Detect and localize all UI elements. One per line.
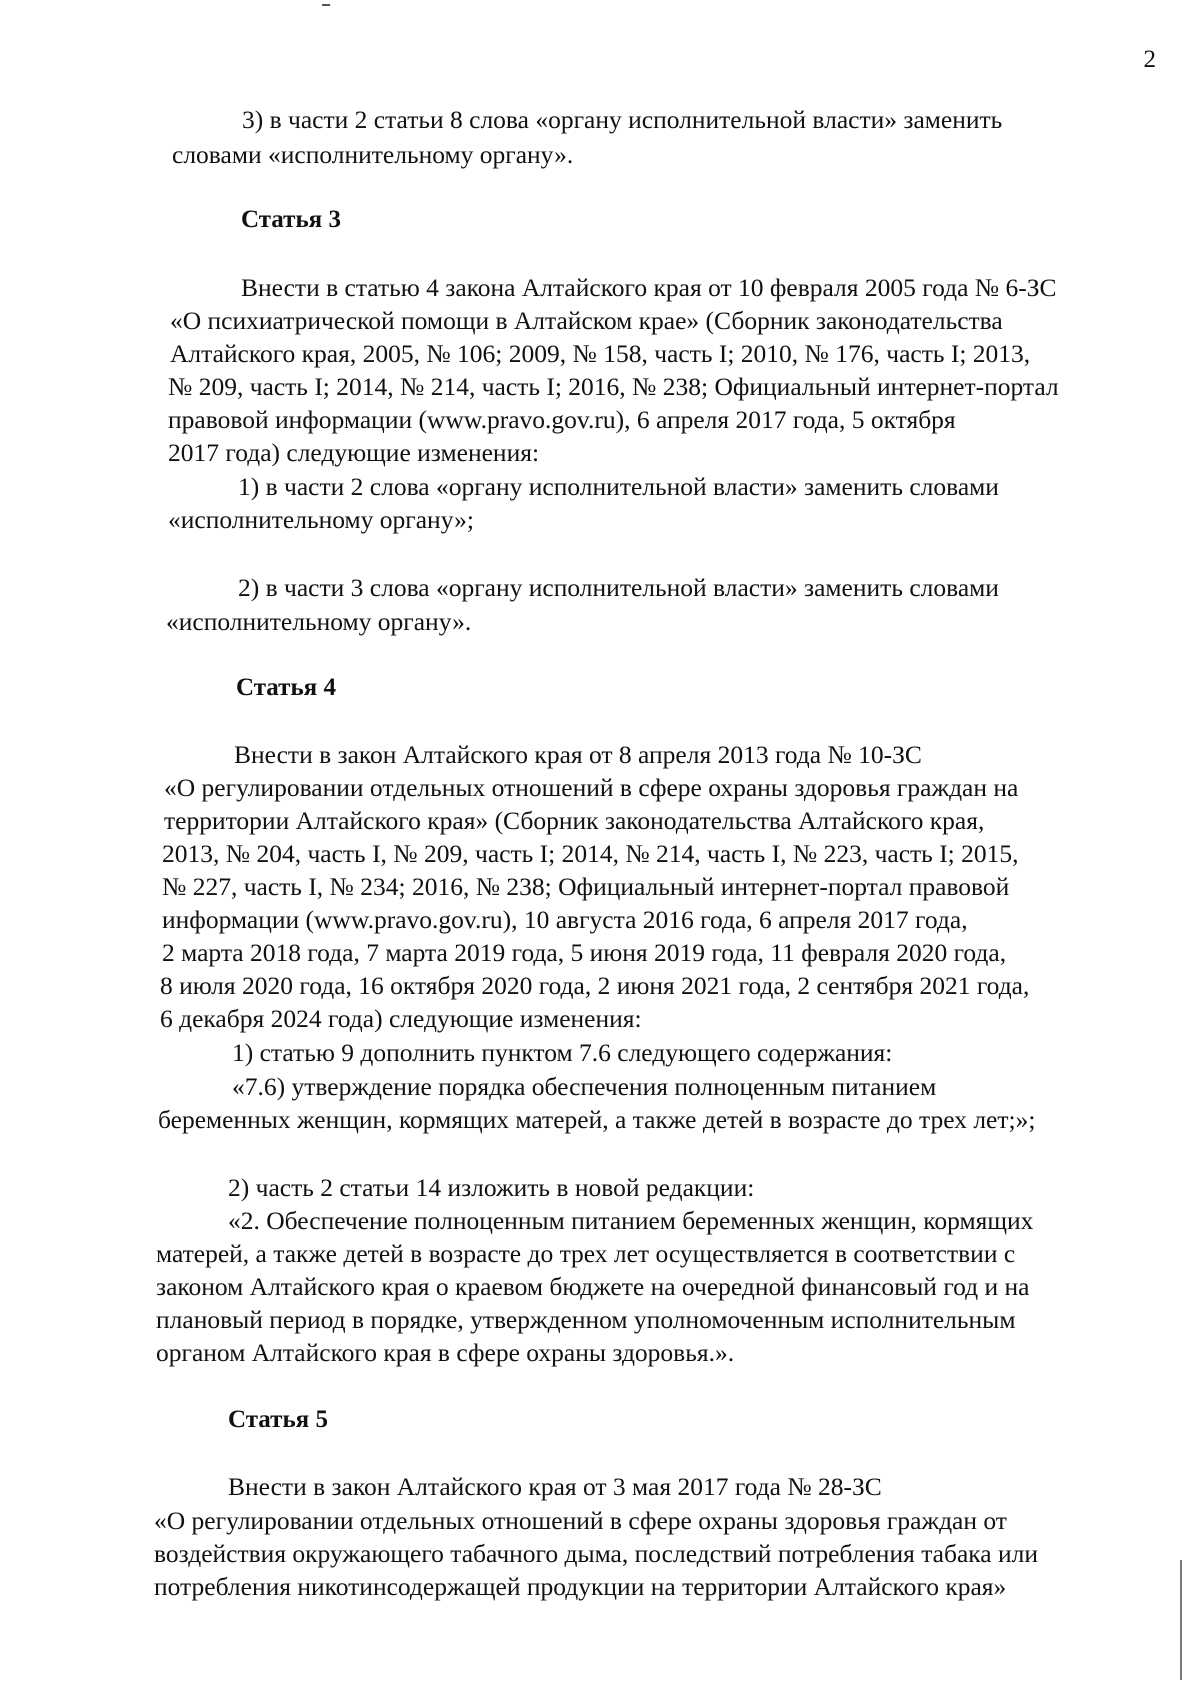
text-line: 1) статью 9 дополнить пунктом 7.6 следующего содержания: [232, 1038, 893, 1067]
scan-mark [322, 4, 330, 6]
text-line: Внести в закон Алтайского края от 8 апреля 2013 года № 10-ЗС [234, 740, 922, 769]
text-line: 2013, № 204, часть I, № 209, часть I; 2014, № 214, часть I, № 223, часть I; 2015, [162, 839, 1019, 868]
text-line: законом Алтайского края о краевом бюджете на очередной финансовый год и на [156, 1272, 1030, 1301]
scan-mark [1180, 1560, 1182, 1680]
text-line: «исполнительному органу». [166, 607, 472, 636]
page-number: 2 [1143, 46, 1156, 73]
text-line: 8 июля 2020 года, 16 октября 2020 года, 2 июня 2021 года, 2 сентября 2021 года, [160, 971, 1030, 1000]
text-line: 1) в части 2 слова «органу исполнительной власти» заменить словами [238, 472, 999, 501]
text-line: 2) часть 2 статьи 14 изложить в новой редакции: [228, 1173, 755, 1202]
text-line: 2 марта 2018 года, 7 марта 2019 года, 5 июня 2019 года, 11 февраля 2020 года, [162, 938, 1007, 967]
text-line: «исполнительному органу»; [168, 505, 474, 534]
text-line: 3) в части 2 статьи 8 слова «органу исполнительной власти» заменить [242, 105, 1003, 134]
text-line: № 227, часть I, № 234; 2016, № 238; Официальный интернет-портал правовой [162, 872, 1010, 901]
text-line: 2) в части 3 слова «органу исполнительной власти» заменить словами [238, 573, 999, 602]
text-line: Внести в закон Алтайского края от 3 мая 2017 года № 28-ЗС [228, 1472, 882, 1501]
text-line: «О регулировании отдельных отношений в сфере охраны здоровья граждан на [164, 773, 1019, 802]
text-line: территории Алтайского края» (Сборник законодательства Алтайского края, [164, 806, 985, 835]
text-line: правовой информации (www.pravo.gov.ru), 6 апреля 2017 года, 5 октября [168, 405, 956, 434]
text-line: «7.6) утверждение порядка обеспечения полноценным питанием [232, 1072, 937, 1101]
text-line: «О регулировании отдельных отношений в сфере охраны здоровья граждан от [154, 1506, 1007, 1535]
text-line: органом Алтайского края в сфере охраны здоровья.». [156, 1338, 735, 1367]
text-line: Внести в статью 4 закона Алтайского края от 10 февраля 2005 года № 6-ЗС [241, 273, 1057, 302]
text-line: 6 декабря 2024 года) следующие изменения: [160, 1004, 642, 1033]
text-line: плановый период в порядке, утвержденном уполномоченным исполнительным [156, 1305, 1016, 1334]
article-heading: Статья 4 [236, 674, 336, 701]
article-heading: Статья 3 [241, 206, 341, 233]
text-line: № 209, часть I; 2014, № 214, часть I; 2016, № 238; Официальный интернет-портал [168, 372, 1059, 401]
text-line: «2. Обеспечение полноценным питанием беременных женщин, кормящих [228, 1206, 1034, 1235]
article-heading: Статья 5 [228, 1406, 328, 1433]
text-line: беременных женщин, кормящих матерей, а также детей в возрасте до трех лет;»; [158, 1105, 1036, 1134]
text-line: Алтайского края, 2005, № 106; 2009, № 158, часть I; 2010, № 176, часть I; 2013, [170, 339, 1031, 368]
text-line: словами «исполнительному органу». [172, 140, 574, 169]
text-line: «О психиатрической помощи в Алтайском крае» (Сборник законодательства [170, 306, 1003, 335]
text-line: информации (www.pravo.gov.ru), 10 августа 2016 года, 6 апреля 2017 года, [162, 905, 968, 934]
text-line: воздействия окружающего табачного дыма, последствий потребления табака или [154, 1539, 1038, 1568]
text-line: матерей, а также детей в возрасте до трех лет осуществляется в соответствии с [156, 1239, 1016, 1268]
text-line: 2017 года) следующие изменения: [168, 438, 540, 467]
text-line: потребления никотинсодержащей продукции на территории Алтайского края» [154, 1572, 1007, 1601]
